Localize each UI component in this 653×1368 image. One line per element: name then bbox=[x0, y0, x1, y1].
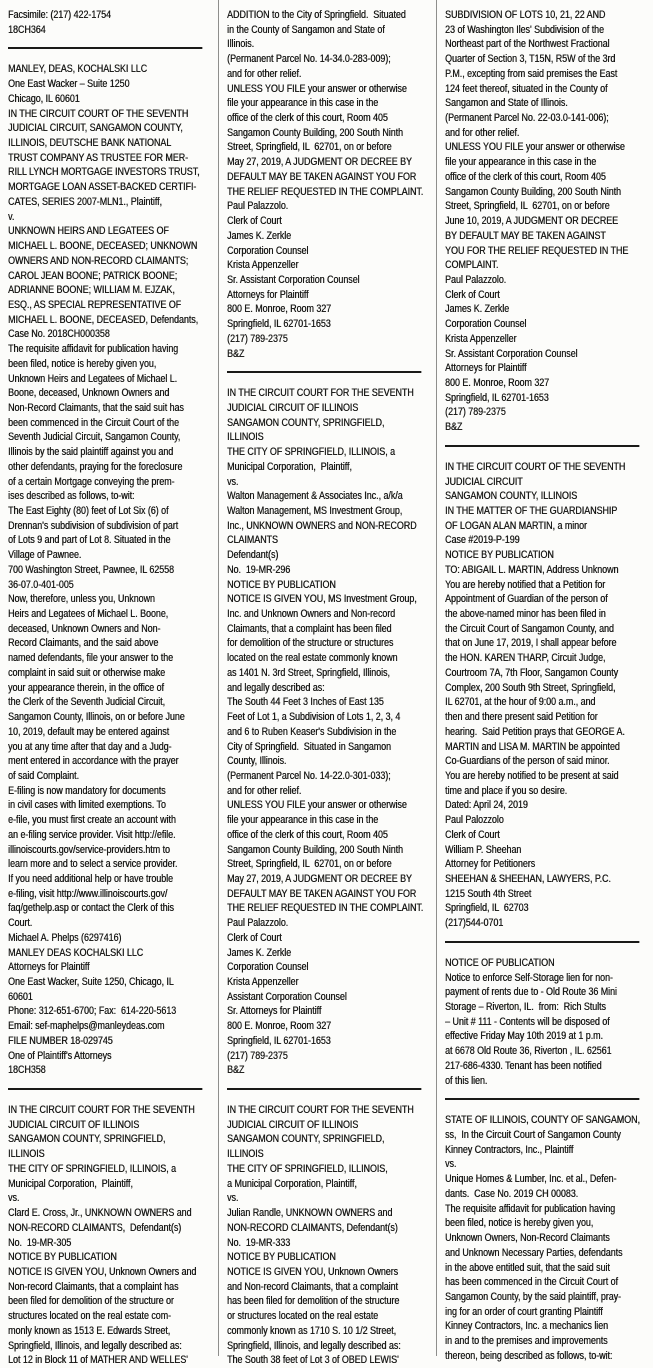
notice-line: vs. bbox=[227, 475, 239, 488]
notice-line: One of Plaintiff's Attorneys bbox=[8, 1049, 112, 1062]
notice-line: Illinois by the said plaintiff against you and bbox=[8, 446, 174, 459]
notice-line: or structures located on the real estate bbox=[227, 1310, 379, 1323]
notice-line: the above-named minor has been filed in bbox=[445, 608, 606, 621]
notice-divider bbox=[8, 47, 202, 49]
notice-line: THE CITY OF SPRINGFIELD, ILLINOIS, bbox=[227, 1162, 388, 1175]
notice-line: been commenced in the Circuit Court of the bbox=[8, 416, 179, 429]
notice-line: Paul Palazzolo. bbox=[227, 917, 289, 930]
notice-line: has been commenced in the Circuit Court of bbox=[445, 1276, 618, 1289]
notice-line: DEFAULT MAY BE TAKEN AGAINST YOU FOR bbox=[227, 170, 417, 183]
notice-line: DEFAULT MAY BE TAKEN AGAINST YOU FOR bbox=[227, 887, 417, 900]
notice-line: 60601 bbox=[8, 990, 33, 1003]
notice-18ch364-tail bbox=[8, 8, 216, 37]
notice-line: James K. Zerkle bbox=[227, 946, 292, 959]
notice-line: SANGAMON COUNTY, SPRINGFIELD, bbox=[8, 1133, 166, 1146]
column-3-content bbox=[445, 8, 653, 1364]
notice-line: Attorney for Petitioners bbox=[445, 858, 536, 871]
notice-line: – Unit # 111 - Contents will be disposed of bbox=[445, 1015, 610, 1028]
notice-line: JUDICIAL CIRCUIT, SANGAMON COUNTY, bbox=[8, 122, 183, 135]
notice-line: has been filed for demolition of the structure bbox=[227, 1295, 400, 1308]
notice-line: Springfield, IL 62701-1653 bbox=[227, 318, 331, 331]
notice-line: ment entered in accordance with the prayer bbox=[8, 755, 179, 768]
notice-line: Court. bbox=[8, 917, 33, 930]
notice-line: at 6678 Old Route 36, Riverton , IL. 62561 bbox=[445, 1045, 612, 1058]
notice-line: Seventh Judicial Circuit, Sangamon County, bbox=[8, 431, 181, 444]
notice-line: OF LOGAN ALAN MARTIN, a minor bbox=[445, 519, 587, 532]
notice-line: Village of Pawnee. bbox=[8, 549, 82, 562]
notice-line: Inc., UNKNOWN OWNERS and NON-RECORD bbox=[227, 519, 417, 532]
notice-line: e-file, you must first create an account with bbox=[8, 814, 176, 827]
notice-line: Clard E. Cross, Jr., UNKNOWN OWNERS and bbox=[8, 1207, 192, 1220]
notice-line: NON-RECORD CLAIMANTS, Defendant(s) bbox=[8, 1221, 182, 1234]
notice-divider bbox=[227, 371, 421, 373]
notice-line: RILL LYNCH MORTGAGE INVESTORS TRUST, bbox=[8, 166, 200, 179]
notice-line: SANGAMON COUNTY, SPRINGFIELD, bbox=[227, 416, 385, 429]
notice-line: County, Illinois. bbox=[227, 755, 287, 768]
notice-line: NOTICE BY PUBLICATION bbox=[8, 1251, 117, 1264]
notice-line: v. bbox=[8, 210, 15, 223]
notice-line: JUDICIAL CIRCUIT OF ILLINOIS bbox=[8, 1118, 140, 1131]
notice-line: 1215 South 4th Street bbox=[445, 887, 532, 900]
notice-line: and Non-record Claimants, that a complaint bbox=[227, 1280, 398, 1293]
notice-line: your appearance therein, in the office of bbox=[8, 681, 164, 694]
notice-line: ILLINOIS bbox=[227, 1148, 264, 1161]
notice-line: office of the clerk of this court, Room 405 bbox=[227, 828, 388, 841]
notice-line: E-filing is now mandatory for documents bbox=[8, 784, 166, 797]
notice-line: file your appearance in this case in the bbox=[227, 97, 379, 110]
notice-line: (Permanent Parcel No. 22-03.0-141-006); bbox=[445, 112, 609, 125]
notice-line: ILLINOIS, DEUTSCHE BANK NATIONAL bbox=[8, 137, 172, 150]
notice-line: ss, In the Circuit Court of Sangamon County bbox=[445, 1129, 621, 1142]
notice-line: 10, 2019, default may be entered against bbox=[8, 725, 170, 738]
notice-line: Illinois. bbox=[227, 38, 254, 51]
notice-line: JUDICIAL CIRCUIT bbox=[445, 475, 523, 488]
notice-line: Sangamon County Building, 200 South Ninth bbox=[227, 126, 403, 139]
notice-line: Sr. Assistant Corporation Counsel bbox=[445, 347, 578, 360]
notice-line: Sangamon County, Illinois, on or before June bbox=[8, 711, 185, 724]
notice-line: Street, Springfield, IL 62701, on or before bbox=[227, 141, 392, 154]
notice-line: IN THE CIRCUIT COURT OF THE SEVENTH bbox=[445, 460, 626, 473]
notice-line: 700 Washington Street, Pawnee, IL 62558 bbox=[8, 563, 174, 576]
notice-line: Krista Appenzeller bbox=[227, 976, 299, 988]
notice-line: Sr. Attorneys for Plaintiff bbox=[227, 1005, 322, 1018]
notice-line: Phone: 312-651-6700; Fax: 614-220-5613 bbox=[8, 1005, 177, 1018]
notice-line: B&Z bbox=[445, 421, 463, 434]
notice-line: Sangamon County, by the said plaintiff, pray- bbox=[445, 1290, 621, 1303]
notice-line: 217-686-4330. Tenant has been notified bbox=[445, 1059, 602, 1072]
notice-line: IL 62701, at the hour of 9:00 a.m., and bbox=[445, 696, 596, 709]
notice-line: Michael A. Phelps (6297416) bbox=[8, 931, 122, 944]
notice-line: Street, Springfield, IL 62701, on or before bbox=[227, 858, 392, 871]
notice-divider bbox=[445, 941, 639, 943]
notice-line: TO: ABIGAIL L. MARTIN, Address Unknown bbox=[445, 563, 619, 576]
notice-line: Attorneys for Plaintiff bbox=[8, 961, 90, 974]
notice-line: Springfield, IL 62701-1653 bbox=[445, 391, 549, 404]
notice-line: James K. Zerkle bbox=[445, 303, 510, 316]
notice-line: B&Z bbox=[227, 347, 245, 360]
notice-line: commonly known as 1710 S. 10 1/2 Street, bbox=[227, 1324, 396, 1337]
notice-line: NOTICE BY PUBLICATION bbox=[445, 549, 554, 562]
notice-line: If you need additional help or have trouble bbox=[8, 872, 173, 885]
notice-line: Walton Management & Associates Inc., a/k/a bbox=[227, 490, 403, 503]
notice-line: in civil cases with limited exemptions. To bbox=[8, 799, 166, 812]
notice-line: CATES, SERIES 2007-MLN1., Plaintiff, bbox=[8, 195, 162, 208]
notice-randle-demolition-continued bbox=[445, 8, 653, 435]
notice-line: Feet of Lot 1, a Subdivision of Lots 1, 2, 3, 4 bbox=[227, 711, 401, 724]
notice-line: (217) 789-2375 bbox=[227, 332, 288, 345]
notice-line: Chicago, IL 60601 bbox=[8, 92, 80, 105]
notice-line: MARTIN and LISA M. MARTIN be appointed bbox=[445, 740, 620, 753]
notice-line: Now, therefore, unless you, Unknown bbox=[8, 593, 155, 606]
notice-line: and 6 to Ruben Keaser's Subdivision in the bbox=[227, 725, 397, 738]
notice-line: Non-record Claimants, that a complaint has bbox=[8, 1280, 179, 1293]
notice-line: Claimants, that a complaint has been filed bbox=[227, 622, 392, 635]
notice-line: Krista Appenzeller bbox=[445, 332, 517, 345]
notice-line: time and place if you so desire. bbox=[445, 784, 568, 797]
notice-line: Inc. and Unknown Owners and Non-record bbox=[227, 608, 396, 621]
notice-line: been filed, notice is hereby given you, bbox=[445, 1217, 594, 1230]
notice-line: 800 E. Monroe, Room 327 bbox=[227, 303, 332, 316]
notice-divider bbox=[8, 1088, 202, 1090]
notice-line: effective Friday May 10th 2019 at 1 p.m. bbox=[445, 1030, 603, 1043]
notice-line: Springfield, Illinois, and legally described as: bbox=[8, 1339, 182, 1352]
notice-line: file your appearance in this case in the bbox=[445, 156, 597, 169]
notice-line: SHEEHAN & SHEEHAN, LAWYERS, P.C. bbox=[445, 872, 611, 885]
notice-line: JUDICIAL CIRCUIT OF ILLINOIS bbox=[227, 1118, 359, 1131]
notice-line: of said Complaint. bbox=[8, 769, 79, 782]
notice-line: Sangamon and State of Illinois. bbox=[445, 97, 568, 110]
notice-boone-foreclosure bbox=[8, 62, 216, 1078]
notice-line: in and to the premises and improvements bbox=[445, 1335, 608, 1348]
notice-line: Clerk of Court bbox=[445, 828, 500, 841]
notice-line: THE CITY OF SPRINGFIELD, ILLINOIS, a bbox=[8, 1162, 176, 1175]
notice-line: NOTICE BY PUBLICATION bbox=[227, 1251, 336, 1264]
notice-cross-demolition-continued bbox=[227, 8, 435, 361]
notice-line: been filed, notice is hereby given you, bbox=[8, 357, 157, 370]
notice-line: (217) 789-2375 bbox=[445, 406, 506, 419]
notice-line: then and there present said Petition for bbox=[445, 711, 598, 724]
notice-line: of a certain Mortgage conveying the prem- bbox=[8, 475, 175, 488]
notice-line: OWNERS AND NON-RECORD CLAIMANTS; bbox=[8, 254, 189, 267]
notice-line: Quarter of Section 3, T15N, R5W of the 3rd bbox=[445, 53, 616, 66]
notice-line: Notice to enforce Self-Storage lien for non- bbox=[445, 971, 613, 984]
notice-line: and Unknown Necessary Parties, defendants bbox=[445, 1246, 623, 1259]
notice-walton-demolition bbox=[227, 386, 435, 1078]
notice-line: an e-filing service provider. Visit http://efile. bbox=[8, 828, 176, 841]
notice-line: Street, Springfield, IL 62701, on or before bbox=[445, 200, 610, 213]
column-1-content bbox=[8, 8, 216, 1368]
notice-line: IN THE CIRCUIT COURT OF THE SEVENTH bbox=[8, 107, 189, 120]
notice-line: Non-Record Claimants, that the said suit has bbox=[8, 401, 184, 414]
notice-line: in the County of Sangamon and State of bbox=[227, 23, 385, 36]
notice-line: and for other relief. bbox=[227, 67, 302, 80]
notice-line: ILLINOIS bbox=[227, 431, 264, 444]
notice-line: in the above entitled suit, that the said suit bbox=[445, 1261, 610, 1274]
notice-line: One East Wacker – Suite 1250 bbox=[8, 78, 130, 91]
notice-line: 800 E. Monroe, Room 327 bbox=[227, 1020, 332, 1033]
notice-line: monly known as 1513 E. Edwards Street, bbox=[8, 1324, 171, 1337]
notice-line: ADDITION to the City of Springfield. Situated bbox=[227, 9, 406, 21]
notice-line: Municipal Corporation, Plaintiff, bbox=[227, 460, 352, 473]
notice-line: One East Wacker, Suite 1250, Chicago, IL bbox=[8, 976, 174, 988]
notice-line: The South 44 Feet 3 Inches of East 135 bbox=[227, 696, 384, 709]
notice-line: NOTICE IS GIVEN YOU, Unknown Owners bbox=[227, 1265, 398, 1278]
notice-line: Springfield, Illinois, and legally described as: bbox=[227, 1339, 401, 1352]
notice-line: Unique Homes & Lumber, Inc. et al., Defen- bbox=[445, 1173, 617, 1186]
notice-line: Drennan's subdivision of subdivision of part bbox=[8, 519, 179, 532]
notice-line: ILLINOIS bbox=[8, 1148, 45, 1161]
notice-line: that on June 17, 2019, I shall appear before bbox=[445, 637, 617, 650]
notice-line: dants. Case No. 2019 CH 00083. bbox=[445, 1187, 579, 1200]
notice-line: Record Claimants, and the said above bbox=[8, 637, 159, 650]
notice-self-storage-lien bbox=[445, 956, 653, 1088]
notice-line: IN THE MATTER OF THE GUARDIANSHIP bbox=[445, 505, 618, 517]
notice-line: Julian Randle, UNKNOWN OWNERS and bbox=[227, 1207, 393, 1220]
notice-line: May 27, 2019, A JUDGMENT OR DECREE BY bbox=[227, 872, 412, 885]
notice-line: been filed for demolition of the structure or bbox=[8, 1295, 174, 1308]
notice-line: MANLEY DEAS KOCHALSKI LLC bbox=[8, 946, 144, 959]
notice-line: Clerk of Court bbox=[445, 288, 500, 301]
notice-randle-demolition bbox=[227, 1103, 435, 1368]
notice-line: structures located on the real estate com- bbox=[8, 1310, 171, 1323]
notice-line: office of the clerk of this court, Room 405 bbox=[445, 170, 606, 183]
notice-line: No. 19-MR-305 bbox=[8, 1236, 72, 1249]
notice-line: (217)544-0701 bbox=[445, 917, 504, 930]
notice-line: IN THE CIRCUIT COURT FOR THE SEVENTH bbox=[8, 1104, 195, 1117]
notice-line: William P. Sheehan bbox=[445, 843, 522, 856]
notice-line: vs. bbox=[445, 1158, 457, 1171]
notice-line: Paul Palazzolo. bbox=[227, 200, 289, 213]
notice-line: Corporation Counsel bbox=[445, 318, 527, 331]
notice-line: Attorneys for Plaintiff bbox=[445, 362, 527, 375]
notice-line: illinoiscourts.gov/service-providers.htm to bbox=[8, 843, 170, 856]
notice-line: Unknown Heirs and Legatees of Michael L. bbox=[8, 372, 177, 385]
notice-line: of this lien. bbox=[445, 1074, 488, 1087]
notice-divider bbox=[445, 1098, 639, 1100]
column-3 bbox=[436, 0, 652, 1362]
notice-line: complaint in said suit or otherwise make bbox=[8, 666, 166, 679]
notice-line: Kinney Contractors, Inc., Plaintiff bbox=[445, 1143, 574, 1156]
notice-line: file your appearance in this case in the bbox=[227, 814, 379, 827]
column-2 bbox=[218, 0, 436, 1367]
notice-line: NOTICE IS GIVEN YOU, MS Investment Group, bbox=[227, 593, 417, 606]
notice-kinney-mechanics-lien bbox=[445, 1113, 653, 1363]
notice-line: payment of rents due to - Old Route 36 Mini bbox=[445, 986, 617, 999]
notice-line: e-filing, visit http://www.illinoiscourts.gov/ bbox=[8, 887, 168, 900]
notice-line: Storage – Riverton, IL. from: Rich Stults bbox=[445, 1001, 606, 1013]
notice-line: NON-RECORD CLAIMANTS, Defendant(s) bbox=[227, 1221, 398, 1234]
notice-line: 36-07.0-401-005 bbox=[8, 578, 74, 591]
notice-line: Springfield, IL 62703 bbox=[445, 902, 529, 915]
notice-line: Unknown Owners, Non-Record Claimants bbox=[445, 1232, 610, 1245]
notice-line: vs. bbox=[8, 1192, 20, 1205]
notice-line: hearing. Said Petition prays that GEORGE A. bbox=[445, 725, 625, 738]
notice-line: Paul Palozzolo bbox=[445, 814, 504, 827]
notice-line: Appointment of Guardian of the person of bbox=[445, 593, 608, 606]
notice-line: CLAIMANTS bbox=[227, 534, 278, 547]
notice-line: other defendants, praying for the foreclosure bbox=[8, 460, 183, 473]
notice-line: BY DEFAULT MAY BE TAKEN AGAINST bbox=[445, 229, 606, 242]
notice-line: Kinney Contractors, Inc. a mechanics lien bbox=[445, 1320, 608, 1333]
notice-line: 124 feet thereof, situated in the County of bbox=[445, 82, 608, 95]
notice-line: You are hereby notified that a Petition for bbox=[445, 578, 606, 591]
notice-line: The requisite affidavit for publication having bbox=[8, 343, 179, 356]
notice-line: No. 19-MR-333 bbox=[227, 1236, 291, 1249]
notice-line: Attorneys for Plaintiff bbox=[227, 288, 309, 301]
notice-line: STATE OF ILLINOIS, COUNTY OF SANGAMON, bbox=[445, 1114, 640, 1127]
notice-line: Boone, deceased, Unknown Owners and bbox=[8, 387, 170, 400]
notice-line: JUDICIAL CIRCUIT OF ILLINOIS bbox=[227, 401, 359, 414]
notice-line: 23 of Washington Iles' Subdivision of the bbox=[445, 23, 604, 36]
notice-line: Email: sef-maphelps@manleydeas.com bbox=[8, 1020, 165, 1033]
notice-line: YOU FOR THE RELIEF REQUESTED IN THE bbox=[445, 244, 629, 257]
notice-line: Facsimile: (217) 422-1754 bbox=[8, 9, 111, 21]
notice-line: 800 E. Monroe, Room 327 bbox=[445, 376, 550, 389]
notice-line: City of Springfield. Situated in Sangamon bbox=[227, 740, 391, 753]
notice-line: Corporation Counsel bbox=[227, 244, 309, 257]
notice-line: Defendant(s) bbox=[227, 549, 279, 562]
notice-line: THE RELIEF REQUESTED IN THE COMPLAINT. bbox=[227, 902, 424, 915]
notice-line: thereon, being described as follows, to-wit: bbox=[445, 1349, 613, 1362]
notice-line: No. 19-MR-296 bbox=[227, 563, 291, 576]
notice-line: for demolition of the structure or structures bbox=[227, 637, 394, 650]
notice-line: and for other relief. bbox=[227, 784, 302, 797]
notice-line: Complex, 200 South 9th Street, Springfield, bbox=[445, 681, 616, 694]
notice-line: IN THE CIRCUIT COURT FOR THE SEVENTH bbox=[227, 1104, 414, 1117]
notice-line: The East Eighty (80) feet of Lot Six (6) of bbox=[8, 505, 169, 517]
notice-line: a Municipal Corporation, Plaintiff, bbox=[227, 1177, 357, 1190]
notice-line: Case #2019-P-199 bbox=[445, 534, 520, 547]
notice-line: Municipal Corporation, Plaintiff, bbox=[8, 1177, 133, 1190]
notice-line: Clerk of Court bbox=[227, 215, 282, 228]
notice-divider bbox=[445, 445, 639, 447]
notice-line: Krista Appenzeller bbox=[227, 259, 299, 272]
notice-line: NOTICE OF PUBLICATION bbox=[445, 956, 555, 969]
notice-line: 18CH364 bbox=[8, 23, 46, 36]
notice-line: ises described as follows, to-wit: bbox=[8, 490, 135, 503]
notice-line: Paul Palazzolo. bbox=[445, 273, 507, 286]
notice-line: as 1401 N. 3rd Street, Springfield, Illinois, bbox=[227, 666, 390, 679]
column-2-content bbox=[227, 8, 435, 1368]
notice-line: TRUST COMPANY AS TRUSTEE FOR MER- bbox=[8, 151, 188, 164]
notice-line: faq/gethelp.asp or contact the Clerk of this bbox=[8, 902, 174, 915]
notice-line: Sangamon County Building, 200 South Ninth bbox=[227, 843, 403, 856]
notice-line: 18CH358 bbox=[8, 1064, 46, 1077]
notice-line: Springfield, IL 62701-1653 bbox=[227, 1034, 331, 1047]
notice-line: Co-Guardians of the person of said minor. bbox=[445, 755, 610, 768]
notice-line: NOTICE IS GIVEN YOU, Unknown Owners and bbox=[8, 1265, 197, 1278]
notice-line: SANGAMON COUNTY, ILLINOIS bbox=[445, 490, 578, 503]
notice-line: SANGAMON COUNTY, SPRINGFIELD, bbox=[227, 1133, 385, 1146]
notice-line: vs. bbox=[227, 1192, 239, 1205]
notice-line: the Circuit Court of Sangamon County, and bbox=[445, 622, 614, 635]
notice-line: MICHAEL L. BOONE, DECEASED, Defendants, bbox=[8, 313, 199, 326]
notice-line: named defendants, file your answer to the bbox=[8, 652, 173, 665]
notice-line: COMPLAINT. bbox=[445, 259, 499, 272]
notice-line: FILE NUMBER 18-029745 bbox=[8, 1034, 113, 1047]
notice-line: (Permanent Parcel No. 14-34.0-283-009); bbox=[227, 53, 391, 66]
notice-line: of Lots 9 and part of Lot 8. Situated in the bbox=[8, 534, 171, 547]
notice-line: the HON. KAREN THARP, Circuit Judge, bbox=[445, 652, 606, 665]
notice-line: B&Z bbox=[227, 1064, 245, 1077]
notice-line: MICHAEL L. BOONE, DECEASED; UNKNOWN bbox=[8, 240, 198, 253]
notice-martin-guardianship bbox=[445, 460, 653, 931]
notice-line: learn more and to select a service provider. bbox=[8, 858, 178, 871]
notice-line: Dated: April 24, 2019 bbox=[445, 799, 528, 812]
notice-line: and for other relief. bbox=[445, 126, 520, 139]
notice-line: ESQ., AS SPECIAL REPRESENTATIVE OF bbox=[8, 298, 182, 311]
notice-line: and legally described as: bbox=[227, 681, 325, 694]
notice-line: Sangamon County Building, 200 South Ninth bbox=[445, 185, 621, 198]
column-1 bbox=[0, 0, 218, 1367]
notice-line: The requisite affidavit for publication having bbox=[445, 1202, 616, 1215]
notice-line: you at any time after that day and a Judg- bbox=[8, 740, 172, 753]
notice-line: Sr. Assistant Corporation Counsel bbox=[227, 273, 360, 286]
notice-line: IN THE CIRCUIT COURT FOR THE SEVENTH bbox=[227, 387, 414, 400]
notice-line: UNLESS YOU FILE your answer or otherwise bbox=[445, 141, 625, 154]
notice-line: ADRIANNE BOONE; WILLIAM M. EJZAK, bbox=[8, 284, 175, 297]
notice-line: MANLEY, DEAS, KOCHALSKI LLC bbox=[8, 63, 148, 76]
notice-line: Lot 12 in Block 11 of MATHER AND WELLES' bbox=[8, 1354, 188, 1367]
notice-line: the Clerk of the Seventh Judicial Circuit, bbox=[8, 696, 165, 709]
notice-cross-demolition bbox=[8, 1103, 216, 1368]
notice-line: UNLESS YOU FILE your answer or otherwise bbox=[227, 82, 407, 95]
notice-line: Heirs and Legatees of Michael L. Boone, bbox=[8, 608, 169, 621]
notice-line: June 10, 2019, A JUDGMENT OR DECREE bbox=[445, 215, 618, 228]
notice-line: Clerk of Court bbox=[227, 931, 282, 944]
notice-line: NOTICE BY PUBLICATION bbox=[227, 578, 336, 591]
notice-line: Northeast part of the Northwest Fractional bbox=[445, 38, 610, 51]
notice-line: Corporation Counsel bbox=[227, 961, 309, 974]
notice-line: Walton Management, MS Investment Group, bbox=[227, 505, 403, 517]
notice-divider bbox=[227, 1088, 421, 1090]
notice-line: CAROL JEAN BOONE; PATRICK BOONE; bbox=[8, 269, 178, 282]
notice-line: deceased, Unknown Owners and Non- bbox=[8, 622, 161, 635]
notice-line: located on the real estate commonly known bbox=[227, 652, 398, 665]
notice-line: ing for an order of court granting Plaintiff bbox=[445, 1305, 603, 1318]
notice-line: Assistant Corporation Counsel bbox=[227, 990, 347, 1003]
notice-line: SUBDIVISION OF LOTS 10, 21, 22 AND bbox=[445, 9, 606, 21]
notice-line: (Permanent Parcel No. 14-22.0-301-033); bbox=[227, 769, 391, 782]
notice-line: (217) 789-2375 bbox=[227, 1049, 288, 1062]
notice-line: THE RELIEF REQUESTED IN THE COMPLAINT. bbox=[227, 185, 424, 198]
notice-line: May 27, 2019, A JUDGMENT OR DECREE BY bbox=[227, 156, 412, 169]
notice-line: MORTGAGE LOAN ASSET-BACKED CERTIFI- bbox=[8, 181, 197, 194]
notice-line: You are hereby notified to be present at said bbox=[445, 769, 619, 782]
notice-line: UNKNOWN HEIRS AND LEGATEES OF bbox=[8, 225, 169, 238]
notice-line: The South 38 feet of Lot 3 of OBED LEWIS' bbox=[227, 1354, 399, 1367]
notice-line: James K. Zerkle bbox=[227, 229, 292, 242]
notice-line: Case No. 2018CH000358 bbox=[8, 328, 110, 341]
notice-line: Courtroom 7A, 7th Floor, Sangamon County bbox=[445, 666, 618, 679]
notice-line: office of the clerk of this court, Room 405 bbox=[227, 112, 388, 125]
notice-line: P.M., excepting from said premises the East bbox=[445, 67, 618, 80]
notice-line: UNLESS YOU FILE your answer or otherwise bbox=[227, 799, 407, 812]
notice-line: THE CITY OF SPRINGFIELD, ILLINOIS, a bbox=[227, 446, 395, 459]
